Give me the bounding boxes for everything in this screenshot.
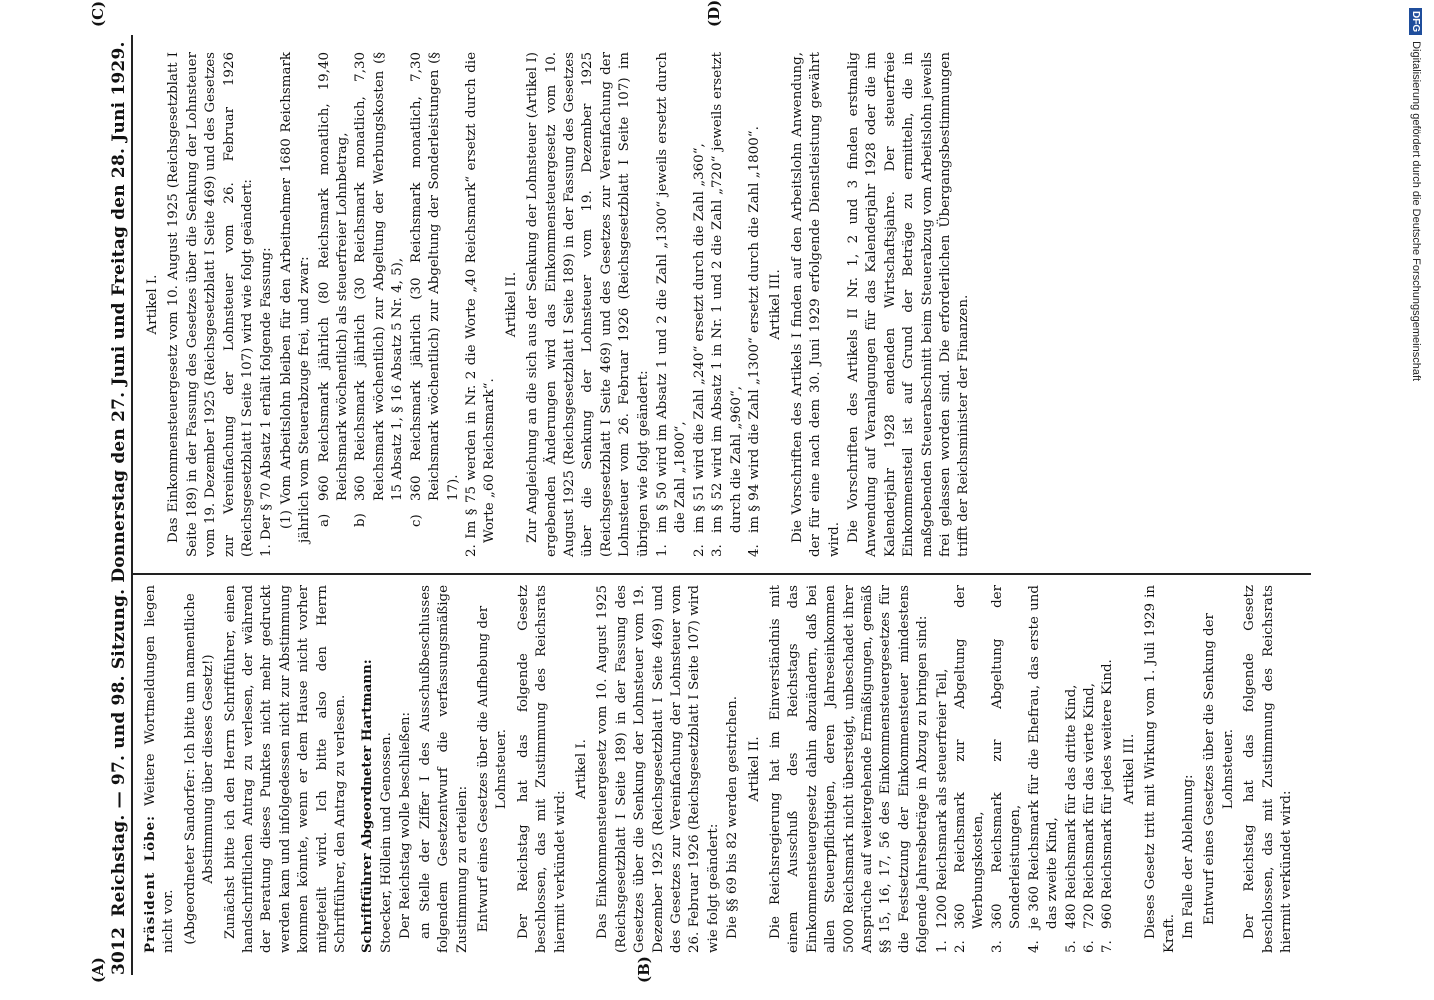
- paragraph: Der Reichstag hat das folgende Gesetz beschlossen, das mit Zustimmung des Reichsrats hiermit verkündet wird:: [1242, 585, 1294, 953]
- list-item: 2. im § 51 wird die Zahl „240“ ersetzt durch die Zahl „360“,: [691, 143, 707, 557]
- paragraph: Die §§ 69 bis 82 werden gestrichen.: [725, 696, 741, 939]
- page-header: [95, 35, 129, 975]
- paragraph: 1. Der § 70 Absatz 1 erhält folgende Fassung:: [259, 247, 275, 557]
- paragraph: (Abgeordneter Sandorfer: Ich bitte um namentliche Abstimmung über dieses Gesetz!): [182, 593, 217, 945]
- paragraph: Zunächst bitte ich den Herrn Schriftführer, einen handschriftlichen Antrag zu verlesen, der während der Beratung dieses Punktes nicht mehr gedruckt werden kam und infolgedessen nicht zur Abstimmung kommen könnte, wenn er dem Hause nicht vorher mitgeteilt wird. Ich bitte also den Herrn Schriftführer, den Antrag zu verlesen.: [222, 585, 349, 953]
- list-item: 2. 360 Reichsmark zur Abgeltung der Werbungskosten,: [953, 585, 987, 953]
- list-item: 1. im § 50 wird im Absatz 1 und 2 die Zahl „1300“ jeweils ersetzt durch die Zahl „1800“,: [654, 52, 689, 557]
- list-item: b) 360 Reichsmark jährlich (30 Reichsmark monatlich, 7,30 Reichsmark wöchentlich) zur Abgeltung der Werbungskosten (§ 15 Absatz 1, § 16 Absatz 5 Nr. 4, 5),: [353, 52, 406, 527]
- paragraph: Die Reichsregierung hat im Einverständnis mit einem Ausschuß des Reichstags das Einkommensteuergesetz dahin abzuändern, daß bei allen Steuerpflichtigen, deren Jahreseinkommen 5000 Reichsmark nicht übersteigt, unbeschadet ihrer Ansprüche auf weitergehende Ermäßigungen, gemäß §§ 15, 16, 17, 56 des Einkommensteuergesetzes für die Festsetzung der Einkommensteuer mindestens folgende Jahresbeträge in Abzug zu bringen sind:: [768, 585, 931, 953]
- header-text: Reichstag. — 97. und 98. Sitzung. Donnerstag den 27. Juni und Freitag den 28. Juni 1929.: [109, 41, 129, 917]
- list-item: 4. je 360 Reichsmark für die Ehefrau, das erste und das zweite Kind,: [1026, 585, 1061, 953]
- paragraph: Zur Angleichung an die sich aus der Senkung der Lohnsteuer (Artikel I) ergebenden Änderungen wird das Einkommensteuergesetz vom 10. August 1925 (Reichsgesetzblatt I Seite 189) in der Fassung des Gesetzes über die Senkung der Lohnsteuer vom 19. Dezember 1925 (Reichsgesetzblatt I Seite 469) und des Gesetzes zur Vereinfachung der Lohnsteuer vom 26. Februar 1926 (Reichsgesetzblatt I Seite 107) im übrigen wie folgt geändert:: [525, 52, 651, 557]
- digitization-sidebar: [1398, 8, 1434, 1000]
- article-heading: Artikel II.: [503, 271, 519, 338]
- paragraph: Entwurf eines Gesetzes über die Senkung der Lohnsteuer.: [1202, 613, 1236, 925]
- margin-mark-b: (B): [635, 956, 653, 983]
- paragraph: Die Vorschriften des Artikels II Nr. 1, 2 und 3 finden erstmalig Anwendung auf Veranlagungen für das Kalenderjahr 1928 oder die im Kalenderjahr 1928 endenden Wirtschaftsjahre. Der steuerfreie Einkommensteil ist auf Grund der Beträge zu ermitteln, die in maßgebenden Steuerabschnitt beim Steuerabzug vom Arbeitslohn jeweils frei gelassen worden sind. Die erforderlichen Übergangsbestimmungen trifft der Reichsminister der Finanzen.: [846, 52, 972, 557]
- list-item: 4. im § 94 wird die Zahl „1300“ ersetzt durch die Zahl „1800“.: [747, 126, 762, 557]
- paragraph: Schriftführer Abgeordneter Hartmann:: [359, 659, 376, 953]
- dfg-logo: DFG: [1410, 8, 1423, 35]
- speaker-name: Präsident Löbe:: [142, 815, 158, 953]
- article-heading: Artikel III.: [768, 269, 784, 340]
- list-item: 6. 720 Reichsmark für das vierte Kind,: [1081, 683, 1097, 953]
- article-heading: Artikel I.: [145, 274, 160, 335]
- change-list: [654, 52, 764, 557]
- paragraph: Der Reichstag wolle beschließen:: [398, 711, 414, 939]
- paragraph: Im Falle der Ablehnung:: [1180, 774, 1196, 939]
- article-heading: Artikel II.: [746, 736, 762, 802]
- list-item: c) 360 Reichsmark jährlich (30 Reichsmark monatlich, 7,30 Reichsmark wöchentlich) zur Abgeltung der Sonderleistungen (§ 17).: [408, 52, 461, 527]
- list-item: 5. 480 Reichsmark für das dritte Kind,: [1063, 684, 1079, 953]
- paragraph: (1) Vom Arbeitslohn bleiben für den Arbeitnehmer 1680 Reichsmark jährlich vom Steuerabzuge frei, und zwar:: [278, 52, 313, 543]
- page-number: 3012: [109, 926, 129, 975]
- paragraph: Das Einkommensteuergesetz vom 10. August 1925 (Reichsgesetzblatt I Seite 189) in der Fassung des Gesetzes über die Senkung der Lohnsteuer vom 19. Dezember 1925 (Reichsgesetzblatt I Seite 469) und des Gesetzes zur Vereinfachung der Lohnsteuer vom 26. Februar 1926 (Reichsgesetzblatt I Seite 107) wird wie folgt geändert:: [595, 585, 721, 953]
- list-item: 1. 1200 Reichsmark als steuerfreier Teil,: [934, 668, 950, 953]
- paragraph: 2. Im § 75 werden in Nr. 2 die Worte „40 Reichsmark“ ersetzt durch die Worte „60 Reichsmark“.: [463, 52, 498, 557]
- list-item: a) 960 Reichsmark jährlich (80 Reichsmark monatlich, 19,40 Reichsmark wöchentlich) als steuerfreier Lohnbetrag,: [316, 52, 351, 527]
- paragraph: Die Vorschriften des Artikels I finden auf den Arbeitslohn Anwendung, der für eine nach dem 30. Juni 1929 erfolgende Dienstleistung gewährt wird.: [789, 52, 842, 557]
- list-item: 3. 360 Reichsmark zur Abgeltung der Sonderleistungen,: [989, 585, 1024, 953]
- sub-list: [316, 52, 463, 557]
- header-rule: [131, 35, 133, 975]
- scanned-page: [89, 0, 1315, 983]
- paragraph: an Stelle der Ziffer I des Ausschußbeschlusses folgendem Gesetzentwurf die verfassungsmäßige Zustimmung zu erteilen:: [417, 585, 470, 953]
- paragraph: Der Reichstag hat das folgende Gesetz beschlossen, das mit Zustimmung des Reichsrats hiermit verkündet wird:: [515, 585, 568, 953]
- left-column: [141, 585, 1297, 953]
- article-heading: Artikel I.: [573, 739, 589, 799]
- article-heading: Artikel III.: [1121, 733, 1137, 805]
- margin-mark-a: (A): [89, 957, 107, 983]
- list-item: 3. im § 52 wird im Absatz 1 in Nr. 1 und 2 die Zahl „720“ jeweils ersetzt durch die Zahl „960“,: [710, 52, 744, 557]
- margin-mark-c: (C): [89, 0, 107, 27]
- right-column: [141, 52, 975, 557]
- amount-list: [934, 585, 1118, 953]
- list-item: 7. 960 Reichsmark für jedes weitere Kind.: [1100, 659, 1116, 953]
- paragraph: Stoecker, Höllein und Genossen.: [378, 732, 394, 953]
- column-divider: [131, 573, 1311, 575]
- funding-note: Digitalisierung gefördert durch die Deutsche Forschungsgemeinschaft: [1410, 41, 1422, 382]
- paragraph: Dieses Gesetz tritt mit Wirkung vom 1. Juli 1929 in Kraft.: [1143, 585, 1177, 953]
- paragraph: Das Einkommensteuergesetz vom 10. August 1925 (Reichsgesetzblatt I Seite 189) in der Fassung des Gesetzes über die Senkung der Lohnsteuer vom 19. Dezember 1925 (Reichsgesetzblatt I Seite 469) und des Gesetzes zur Vereinfachung der Lohnsteuer vom 26. Februar 1926 (Reichsgesetzblatt I Seite 107) wird wie folgt geändert:: [166, 52, 256, 557]
- paragraph: Entwurf eines Gesetzes über die Aufhebung der Lohnsteuer.: [475, 605, 510, 933]
- paragraph: Präsident Löbe: Weitere Wortmeldungen liegen nicht vor.: [142, 585, 177, 953]
- margin-mark-d: (D): [705, 0, 723, 27]
